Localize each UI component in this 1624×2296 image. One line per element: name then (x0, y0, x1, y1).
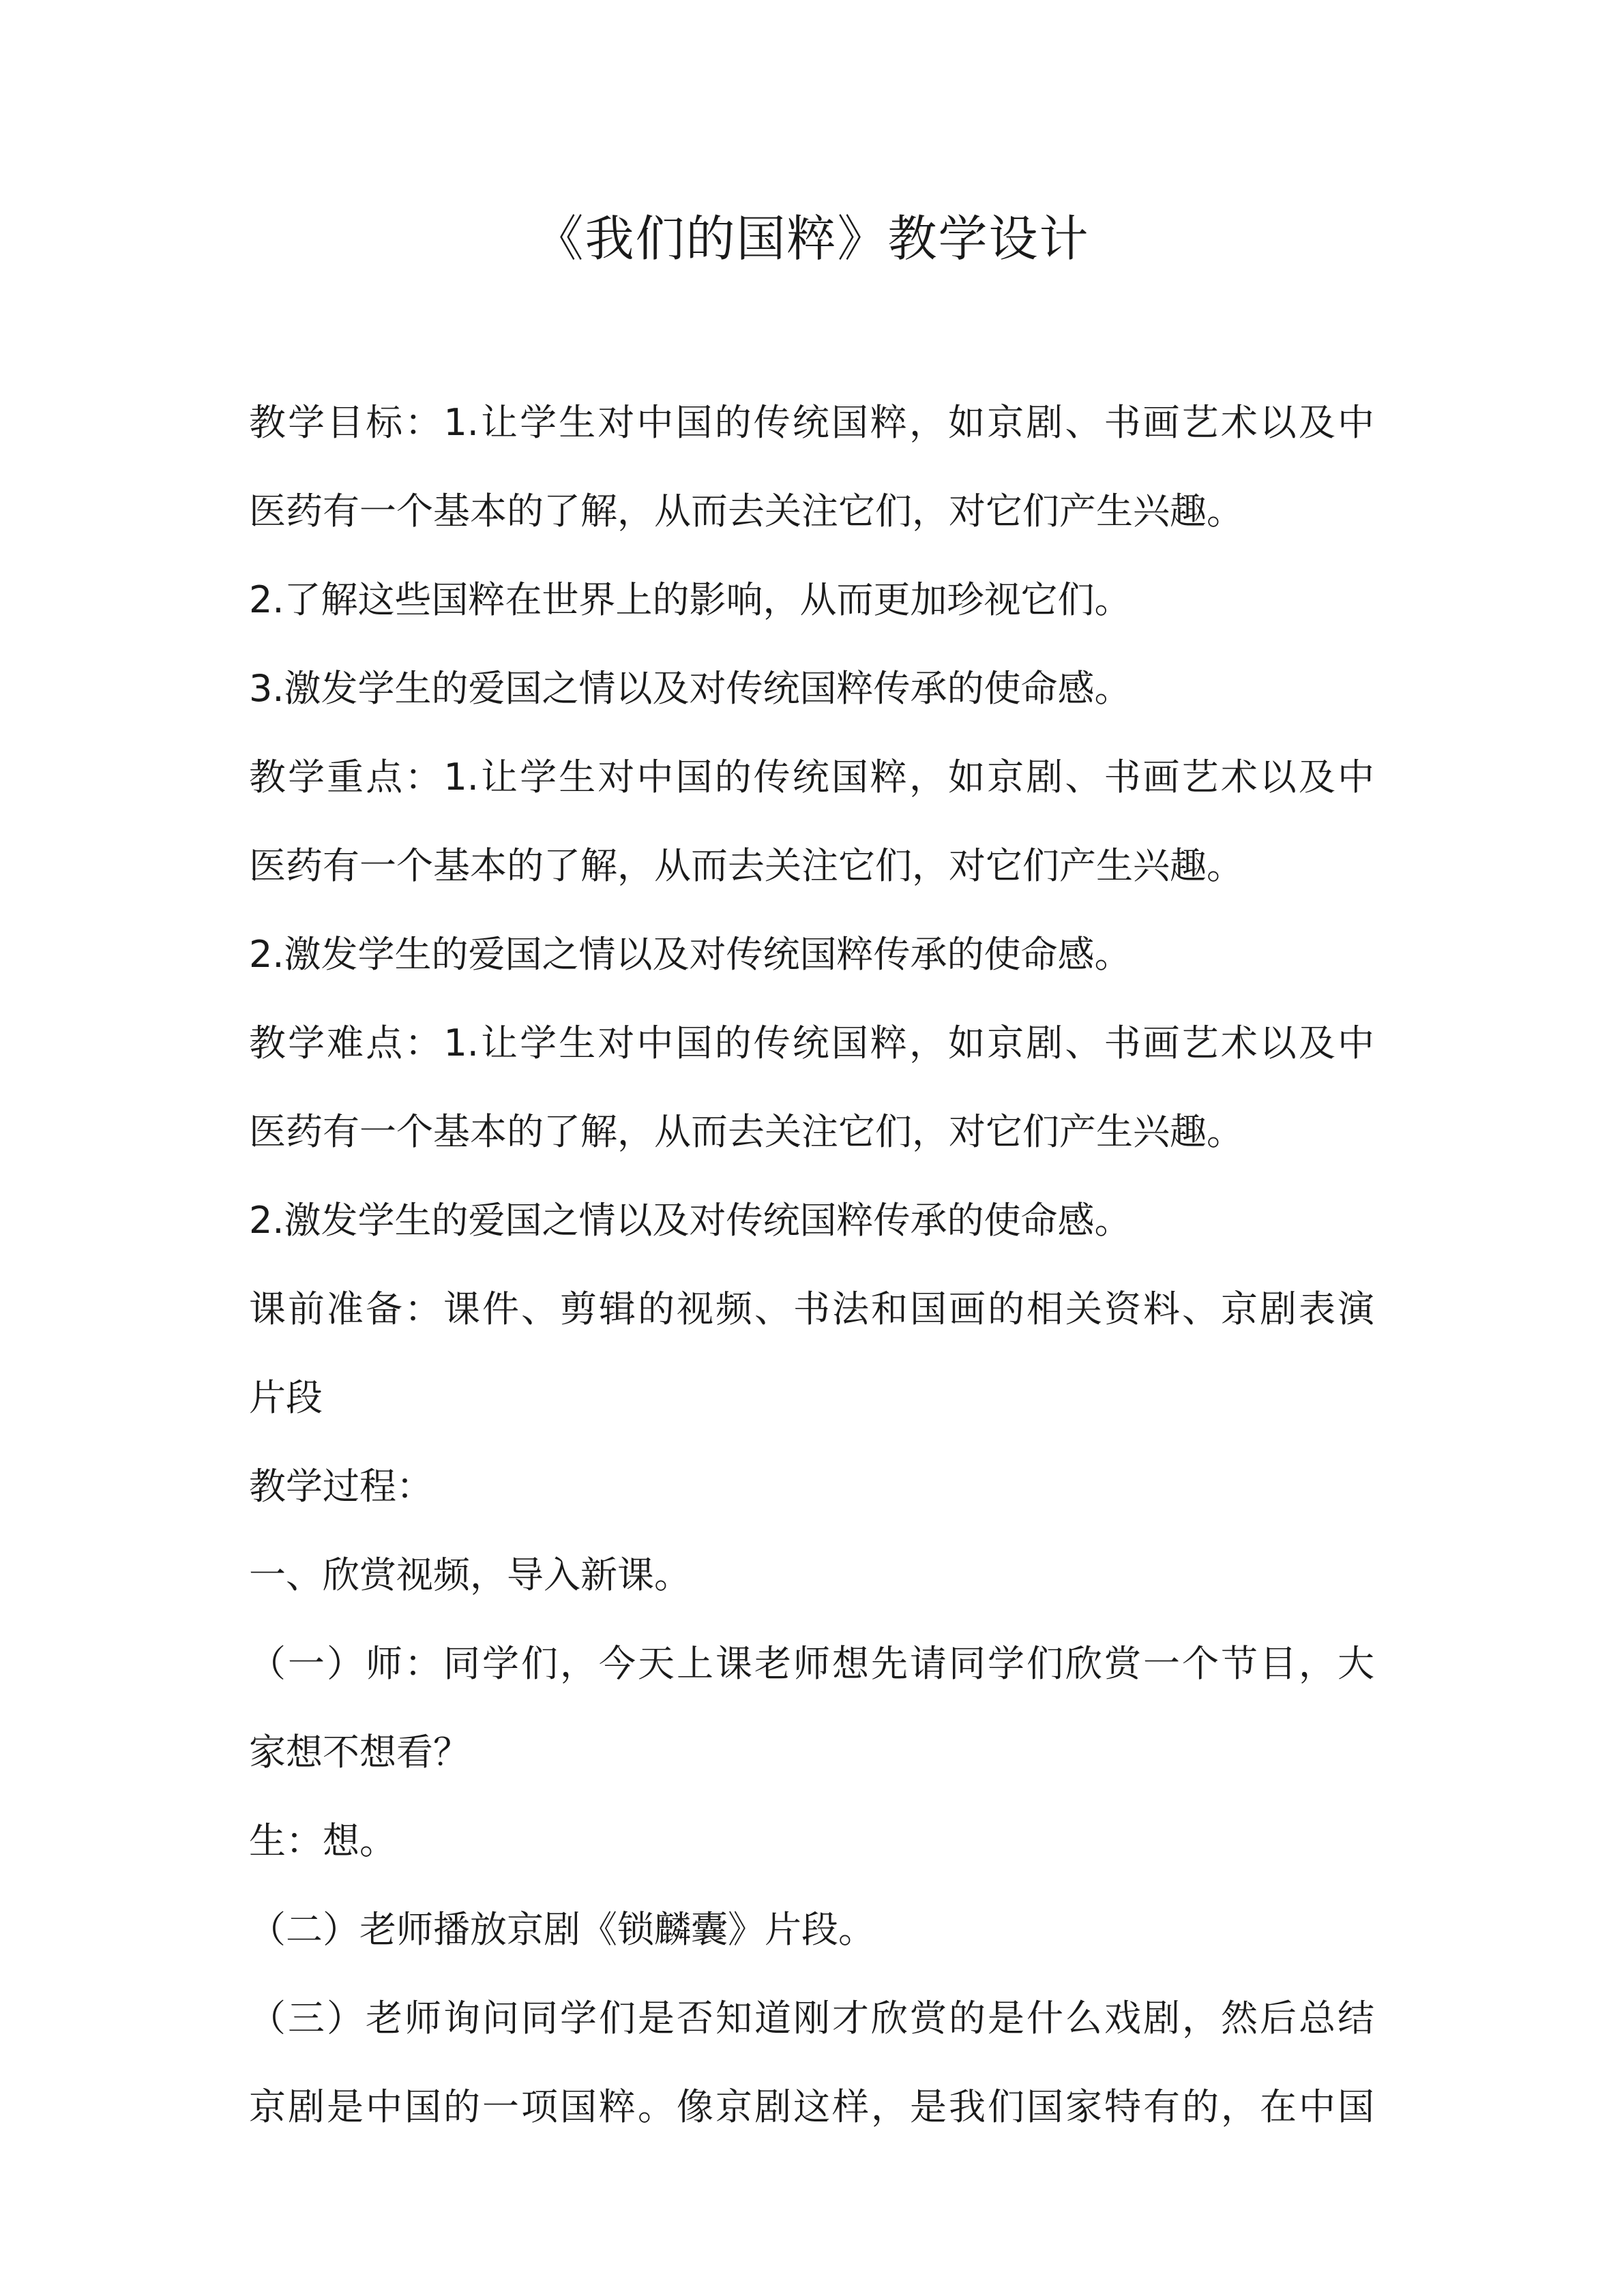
text-line: 医药有一个基本的了解，从而去关注它们，对它们产生兴趣。 (249, 844, 1243, 887)
text-line: 2.激发学生的爱国之情以及对传统国粹传承的使命感。 (249, 933, 1132, 976)
text-line: 课前准备：课件、剪辑的视频、书法和国画的相关资料、京剧表演 (249, 1287, 1374, 1330)
text-line: 一、欣赏视频，导入新课。 (249, 1553, 691, 1596)
text-line: 2.了解这些国粹在世界上的影响，从而更加珍视它们。 (249, 578, 1132, 621)
text-line: 教学难点：1.让学生对中国的传统国粹，如京剧、书画艺术以及中 (249, 1022, 1374, 1064)
text-line: 家想不想看？ (249, 1731, 470, 1774)
text-line: 教学目标：1.让学生对中国的传统国粹，如京剧、书画艺术以及中 (249, 401, 1374, 444)
text-line: 教学重点：1.让学生对中国的传统国粹，如京剧、书画艺术以及中 (249, 756, 1374, 799)
text-line: 生：想。 (249, 1819, 396, 1862)
text-line: 医药有一个基本的了解，从而去关注它们，对它们产生兴趣。 (249, 1110, 1243, 1153)
text-line: 京剧是中国的一项国粹。像京剧这样，是我们国家特有的，在中国 (249, 2085, 1374, 2128)
text-line: 2.激发学生的爱国之情以及对传统国粹传承的使命感。 (249, 1199, 1132, 1242)
text-line: 教学过程： (249, 1465, 433, 1508)
text-line: （二）老师播放京剧《锁麟囊》片段。 (249, 1908, 875, 1951)
text-line: （三）老师询问同学们是否知道刚才欣赏的是什么戏剧，然后总结 (249, 1997, 1374, 2040)
text-line: 3.激发学生的爱国之情以及对传统国粹传承的使命感。 (249, 667, 1132, 710)
text-line: 医药有一个基本的了解，从而去关注它们，对它们产生兴趣。 (249, 490, 1243, 533)
document-title: 《我们的国粹》教学设计 (534, 210, 1090, 267)
document-body (249, 378, 1374, 2151)
text-line: 片段 (249, 1376, 323, 1419)
text-line: （一）师：同学们，今天上课老师想先请同学们欣赏一个节目，大 (249, 1642, 1374, 1685)
